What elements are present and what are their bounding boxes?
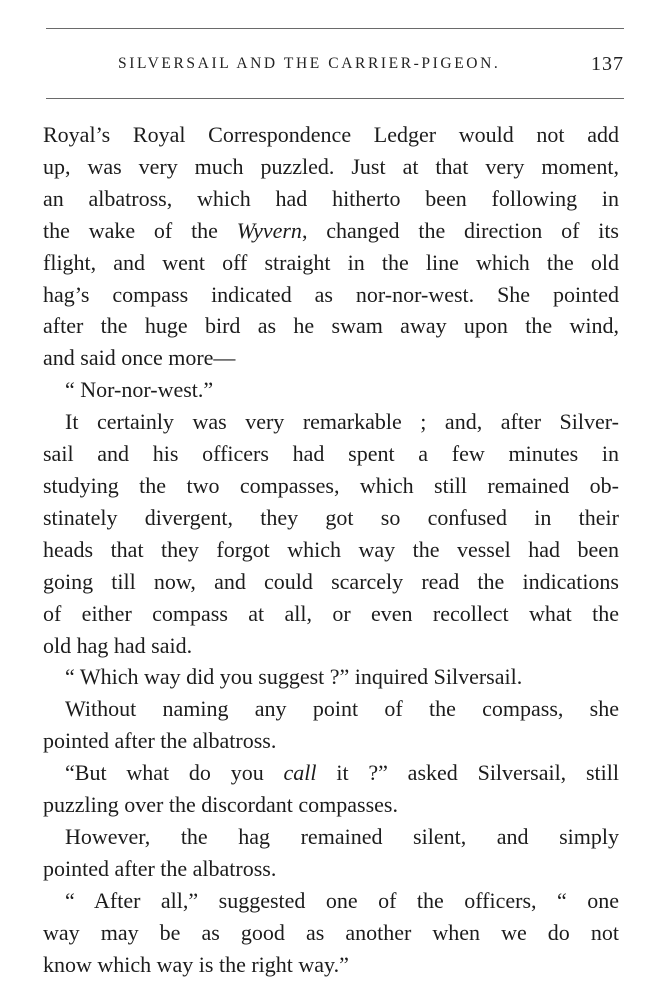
text-line: “ After all,” suggested one of the officers, “ one [65,887,619,913]
paragraph-hag-silent [43,821,619,885]
paragraph-quote-nor-nor-west [43,374,619,406]
text-line: the wake of the Wyvern, changed the direction of its [43,217,619,243]
text-line: studying the two compasses, which still remained ob- [43,472,619,498]
header-bottom-rule [46,98,624,99]
text-line: of either compass at all, or even recollect what the [43,600,619,626]
paragraph-which-way [43,661,619,693]
text-line: know which way is the right way.” [43,951,349,977]
text-line: puzzling over the discordant compasses. [43,792,398,818]
text-line: an albatross, which had hitherto been following in [43,185,619,211]
header-top-rule [46,28,624,29]
text-line: It certainly was very remarkable ; and, after Silver- [65,409,619,435]
text-line: up, was very much puzzled. Just at that very moment, [43,153,619,179]
text-line: going till now, and could scarcely read the indications [43,568,619,594]
paragraph-continuation [43,119,619,374]
text-line: heads that they forgot which way the vessel had been [43,536,619,562]
text-line: pointed after the albatross. [43,855,277,881]
text-line: flight, and went off straight in the line which the old [43,249,619,275]
page-number: 137 [591,53,624,75]
text-line: “But what do you call it ?” asked Silversail, still [65,760,619,786]
paragraph-remarkable [43,406,619,661]
text-line: way may be as good as another when we do not [43,919,619,945]
text-line: However, the hag remained silent, and simply [65,823,619,849]
paragraph-after-all [43,885,619,981]
text-line: and said once more— [43,345,236,371]
text-line: stinately divergent, they got so confused in their [43,504,619,530]
running-head [46,55,624,79]
text-line: pointed after the albatross. [43,728,277,754]
body-text [43,119,619,980]
text-line: after the huge bird as he swam away upon the wind, [43,313,619,339]
text-line: sail and his officers had spent a few minutes in [43,441,619,467]
paragraph-without-naming [43,693,619,757]
text-line: Royal’s Royal Correspondence Ledger would not add [43,122,619,147]
text-line: “ Nor-nor-west.” [65,377,214,403]
text-line: old hag had said. [43,632,193,658]
running-head-title: SILVERSAIL AND THE CARRIER-PIGEON. [118,55,501,72]
text-line: hag’s compass indicated as nor-nor-west. She pointed [43,281,619,307]
text-line: “ Which way did you suggest ?” inquired Silversail. [65,664,523,690]
paragraph-what-do-you-call-it [43,757,619,821]
text-line: Without naming any point of the compass, she [65,696,619,722]
